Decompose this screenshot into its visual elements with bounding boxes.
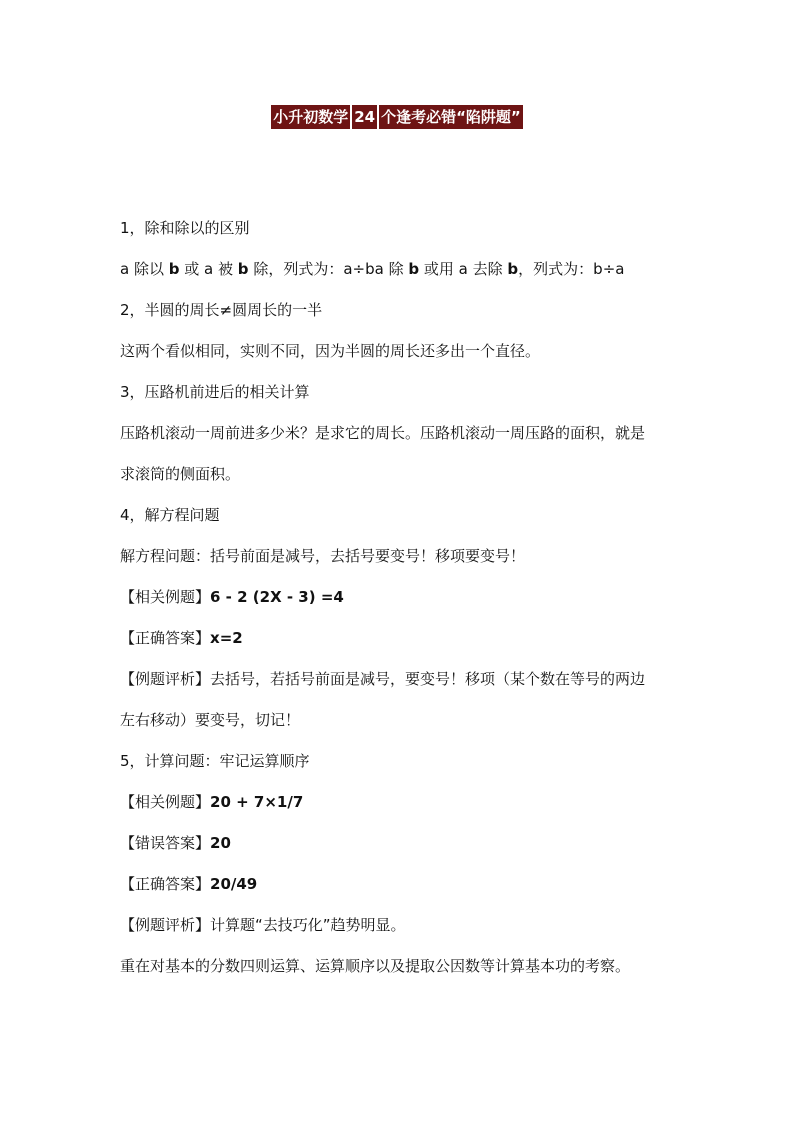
- document-body: [120, 208, 680, 987]
- analysis-text: 去括号，若括号前面是减号，要变号！移项（某个数在等号的两边: [210, 670, 646, 688]
- text-fragment: 或用: [419, 260, 459, 278]
- document-title: [0, 105, 794, 129]
- section-4-analysis-line-1: [120, 659, 680, 700]
- section-3-text-line-1: 压路机滚动一周前进多少米？是求它的周长。压路机滚动一周压路的面积，就是: [120, 424, 646, 442]
- section-5-heading: 5，计算问题：牢记运算顺序: [120, 752, 310, 770]
- title-part-2: 24: [352, 105, 377, 129]
- section-5-wrong-answer: [120, 823, 680, 864]
- section-1-heading: 1，除和除以的区别: [120, 219, 250, 237]
- answer-value: x=2: [210, 629, 243, 647]
- section-5-example: [120, 782, 680, 823]
- text-fragment: 除以: [129, 260, 169, 278]
- section-4-answer: [120, 618, 680, 659]
- example-value: 20 + 7×1/7: [210, 793, 304, 811]
- text-fragment: 除: [383, 260, 409, 278]
- analysis-text: 计算题“去技巧化”趋势明显。: [210, 916, 406, 934]
- var-b: b: [507, 260, 519, 278]
- answer-value: 20/49: [210, 875, 258, 893]
- section-3-text-line-2: 求滚筒的侧面积。: [120, 465, 241, 483]
- answer-label: 【正确答案】: [120, 629, 211, 647]
- section-5-analysis: [120, 905, 680, 946]
- example-label: 【相关例题】: [120, 793, 211, 811]
- section-2-heading: 2，半圆的周长≠圆周长的一半: [120, 301, 323, 319]
- var-b: b: [408, 260, 420, 278]
- section-4-analysis-line-2: 左右移动）要变号，切记！: [120, 711, 301, 729]
- wrong-answer-value: 20: [210, 834, 231, 852]
- example-value: 6 - 2 (2X - 3) =4: [210, 588, 344, 606]
- text-fragment: ，列式为：: [518, 260, 594, 278]
- section-5-note: 重在对基本的分数四则运算、运算顺序以及提取公因数等计算基本功的考察。: [120, 957, 631, 975]
- analysis-label: 【例题评析】: [120, 670, 211, 688]
- section-4-text: 解方程问题：括号前面是减号，去括号要变号！移项要变号！: [120, 547, 526, 565]
- var-a: a: [204, 260, 214, 278]
- title-part-1: 小升初数学: [271, 105, 350, 129]
- text-fragment: 除，列式为：: [248, 260, 344, 278]
- example-label: 【相关例题】: [120, 588, 211, 606]
- var-b: b: [237, 260, 249, 278]
- formula: a÷ba: [343, 260, 384, 278]
- formula: b÷a: [593, 260, 625, 278]
- section-1-text: [120, 249, 680, 290]
- section-4-heading: 4，解方程问题: [120, 506, 220, 524]
- answer-label: 【正确答案】: [120, 875, 211, 893]
- section-5-answer: [120, 864, 680, 905]
- text-fragment: 去除: [467, 260, 508, 278]
- section-2-text: 这两个看似相同，实则不同，因为半圆的周长还多出一个直径。: [120, 342, 541, 360]
- analysis-label: 【例题评析】: [120, 916, 211, 934]
- wrong-answer-label: 【错误答案】: [120, 834, 211, 852]
- var-b: b: [168, 260, 180, 278]
- section-4-example: [120, 577, 680, 618]
- text-fragment: 或: [179, 260, 205, 278]
- var-a: a: [458, 260, 468, 278]
- section-3-heading: 3，压路机前进后的相关计算: [120, 383, 310, 401]
- var-a: a: [120, 260, 130, 278]
- text-fragment: 被: [213, 260, 238, 278]
- title-part-3: 个逢考必错“陷阱题”: [379, 105, 523, 129]
